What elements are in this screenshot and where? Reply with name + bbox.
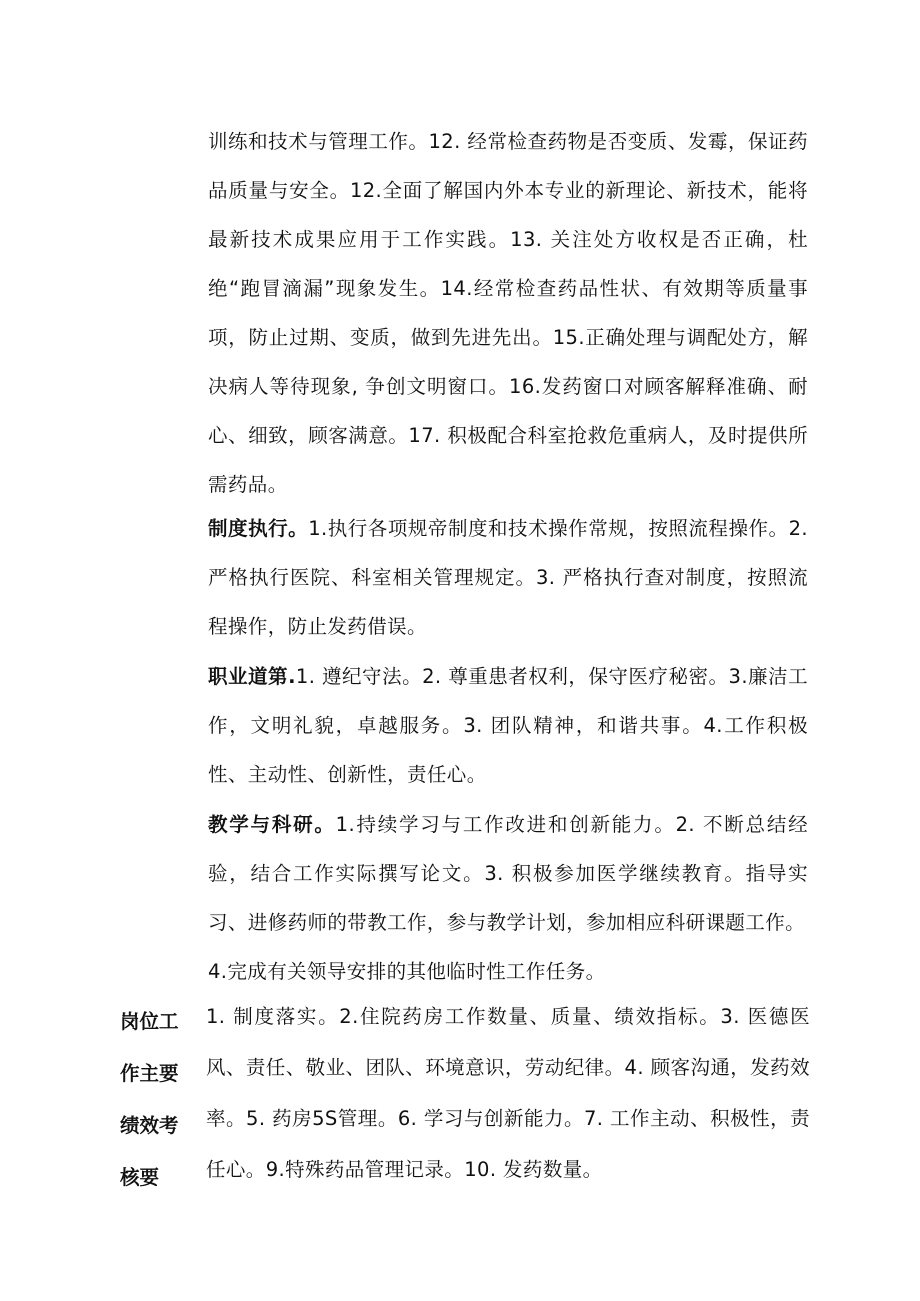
- section-tail-text: 4.完成有关领导安排的其他临时性工作任务。: [208, 960, 606, 983]
- section-teaching-research: [208, 800, 808, 996]
- assessment-text: 1. 制度落实。2.住院药房工作数量、质量、绩效指标。3. 医德医风、责任、敬业、团队、环境意识，劳动纪律。4. 顾客沟通，发药效率。5. 药房5S管理。6. 学习与创新能力。7. 工作主动、积极性，责任心。9.特殊药品管理记录。10. 发药数量。: [206, 1005, 810, 1181]
- section-professional-ethics: [208, 652, 808, 799]
- section-heading: 职业道第.: [208, 665, 296, 688]
- section-heading: 制度执行。: [208, 517, 309, 540]
- continuation-paragraph: 训练和技术与管理工作。12. 经常检查药物是否变质、发霉，保证药品质量与安全。12.全面了解国内外本专业的新理论、新技术，能将最新技术成果应用于工作实践。13. 关注处方收权是否正确，杜绝“跑冒滴漏”现象发生。14.经常检查药品性状、有效期等质量事项，防止过期、变质，做到先进先出。15.正确处理与调配处方，解决病人等待现象, 争创文明窗口。16.发药窗口对顾客解释准确、耐心、细致，顾客满意。17. 积极配合科室抢救危重病人，及时提供所需药品。: [208, 130, 808, 496]
- section-text: 1.执行各项规帝制度和技术操作常规，按照流程操作。2. 严格执行医院、科室相关管理规定。3. 严格执行查对制度，按照流程操作，防止发药借误。: [208, 517, 808, 638]
- section-text: 1.持续学习与工作改进和创新能力。2. 不断总结经验，结合工作实际撰写论文。3. 积极参加医学继续教育。指导实习、进修药师的带教工作，参与教学计划，参加相应科研课题工作。: [208, 813, 808, 934]
- section-system-execution: [208, 504, 808, 651]
- section-text: 1. 遵纪守法。2. 尊重患者权利，保守医疗秘密。3.廉洁工作，文明礼貌，卓越服务。3. 团队精神，和谐共事。4.工作积极性、主动性、创新性，责任心。: [208, 665, 808, 786]
- section-heading: 教学与科研。: [208, 813, 336, 836]
- assessment-label: 岗位工作主要绩效考核要: [120, 1010, 179, 1189]
